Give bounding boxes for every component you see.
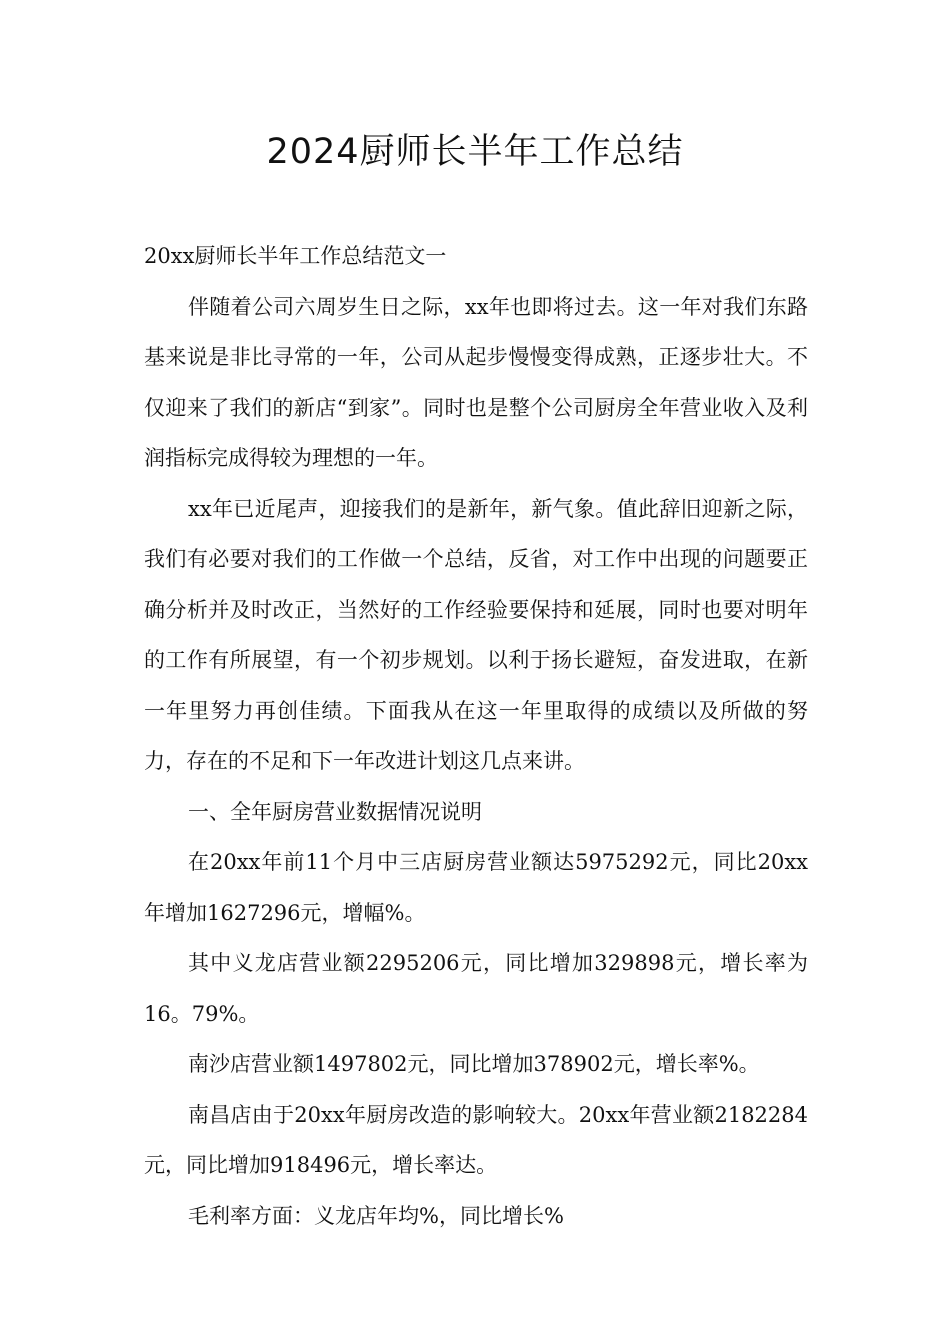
paragraph-nanchang-revenue: 南昌店由于20xx年厨房改造的影响较大。20xx年营业额2182284元，同比增加918496元，增长率达。 (144, 1102, 808, 1177)
paragraph-subtitle: 20xx厨师长半年工作总结范文一 (144, 244, 447, 268)
paragraph-intro: 伴随着公司六周岁生日之际，xx年也即将过去。这一年对我们东路基来说是非比寻常的一年，公司从起步慢慢变得成熟，正逐步壮大。不仅迎来了我们的新店“到家”。同时也是整个公司厨房全年营业收入及利润指标完成得较为理想的一年。 (144, 294, 808, 470)
paragraph-total-revenue: 在20xx年前11个月中三店厨房营业额达5975292元，同比20xx年增加1627296元，增幅%。 (144, 850, 808, 925)
document-body (144, 231, 808, 1241)
paragraph-gross-margin: 毛利率方面：义龙店年均%，同比增长% (188, 1203, 564, 1228)
document-title: 2024厨师长半年工作总结 (266, 132, 684, 172)
paragraph-nansha-revenue: 南沙店营业额1497802元，同比增加378902元，增长率%。 (188, 1052, 760, 1076)
section-heading: 一、全年厨房营业数据情况说明 (188, 799, 482, 824)
paragraph-yilong-revenue: 其中义龙店营业额2295206元，同比增加329898元，增长率为16。79%。 (144, 951, 808, 1026)
paragraph-reflection: xx年已近尾声，迎接我们的是新年，新气象。值此辞旧迎新之际，我们有必要对我们的工作做一个总结，反省，对工作中出现的问题要正确分析并及时改正，当然好的工作经验要保持和延展，同时也要对明年的工作有所展望，有一个初步规划。以利于扬长避短，奋发进取，在新一年里努力再创佳绩。下面我从在这一年里取得的成绩以及所做的努力，存在的不足和下一年改进计划这几点来讲。 (144, 496, 808, 773)
